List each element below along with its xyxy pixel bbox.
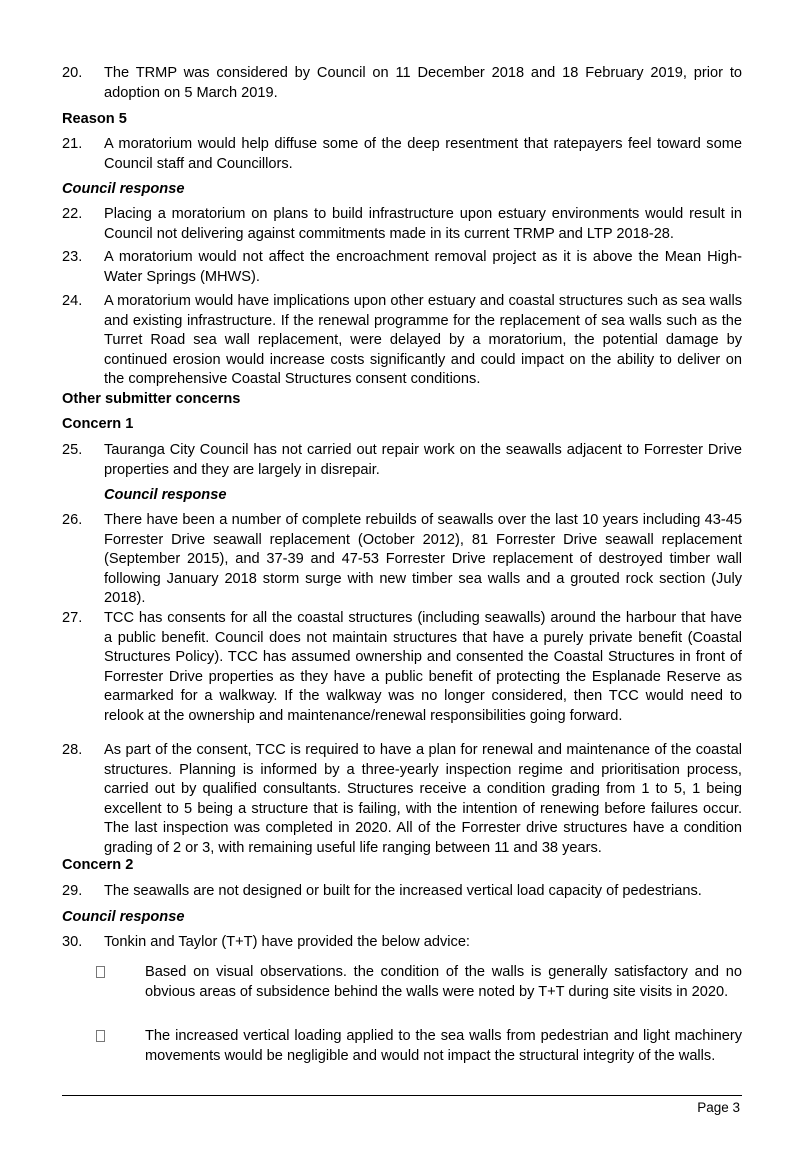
paragraph-number: 23. (62, 249, 83, 265)
heading-council-response: Council response (104, 487, 227, 503)
paragraph-number: 27. (62, 610, 83, 626)
page-number: Page 3 (697, 1100, 740, 1115)
paragraph-20 (62, 64, 742, 103)
paragraph-text: TCC has consents for all the coastal structures (including seawalls) around the harbour that have a public benefit. Council does not maintain structures that have a purely private benefit (Coastal Structures Policy). TCC has assumed ownership and consented the Coastal Structures in front of Forrester Drive properties as they have a public benefit of protecting the Esplanade Reserve as earmarked for a walkway. If the walkway was no longer considered, then TCC would need to relook at the ownership and maintenance/renewal responsibilities going forward. (104, 610, 742, 724)
heading-concern-2: Concern 2 (62, 857, 134, 873)
bullet-box-icon (96, 1030, 105, 1042)
bullet-text: The increased vertical loading applied to the sea walls from pedestrian and light machinery movements would be negligible and would not impact the structural integrity of the walls. (145, 1028, 742, 1064)
paragraph-24 (62, 292, 742, 390)
paragraph-27 (62, 609, 742, 726)
paragraph-30 (62, 933, 742, 953)
paragraph-number: 25. (62, 442, 83, 458)
paragraph-number: 26. (62, 512, 83, 528)
paragraph-text: A moratorium would not affect the encroachment removal project as it is above the Mean High-Water Springs (MHWS). (104, 249, 742, 285)
bullet-text: Based on visual observations. the condition of the walls is generally satisfactory and no obvious areas of subsidence behind the walls were noted by T+T during site visits in 2020. (145, 964, 742, 1000)
heading-council-response: Council response (62, 181, 185, 197)
paragraph-text: There have been a number of complete rebuilds of seawalls over the last 10 years including 43-45 Forrester Drive seawall replacement (October 2012), 81 Forrester Drive seawall replacement (September 2015), and 37-39 and 47-53 Forrester Drive replacement of destroyed timber wall following January 2018 storm surge with new timber sea walls and a grouted rock section (July 2018). (104, 512, 742, 606)
paragraph-text: A moratorium would help diffuse some of the deep resentment that ratepayers feel toward some Council staff and Councillors. (104, 136, 742, 172)
paragraph-text: A moratorium would have implications upon other estuary and coastal structures such as sea walls and existing infrastructure. If the renewal programme for the replacement of sea walls such as the Turret Road sea wall replacement, were delayed by a moratorium, the potential damage by continued erosion would increase costs significantly and could impact on the ability to deliver on the comprehensive Coastal Structures consent conditions. (104, 293, 742, 387)
heading-council-response: Council response (62, 909, 185, 925)
heading-reason-5: Reason 5 (62, 111, 127, 127)
heading-concern-1: Concern 1 (62, 416, 134, 432)
paragraph-text: Tauranga City Council has not carried out repair work on the seawalls adjacent to Forrester Drive properties and they are largely in disrepair. (104, 442, 742, 478)
paragraph-number: 30. (62, 934, 83, 950)
paragraph-text: The TRMP was considered by Council on 11 December 2018 and 18 February 2019, prior to adoption on 5 March 2019. (104, 65, 742, 101)
paragraph-22 (62, 205, 742, 244)
paragraph-text: The seawalls are not designed or built for the increased vertical load capacity of pedestrians. (104, 883, 702, 899)
paragraph-29 (62, 882, 742, 902)
paragraph-number: 24. (62, 293, 83, 309)
paragraph-25 (62, 441, 742, 480)
paragraph-21 (62, 135, 742, 174)
bullet-box-icon (96, 966, 105, 978)
paragraph-text: Tonkin and Taylor (T+T) have provided the below advice: (104, 934, 470, 950)
paragraph-23 (62, 248, 742, 287)
bullet-item (62, 963, 742, 1002)
paragraph-number: 28. (62, 742, 83, 758)
paragraph-number: 22. (62, 206, 83, 222)
paragraph-text: As part of the consent, TCC is required to have a plan for renewal and maintenance of the coastal structures. Planning is informed by a three-yearly inspection regime and prioritisation process, carried out by qualified consultants. Structures receive a condition grading from 1 to 5, 1 being excellent to 5 being a structure that is failing, with the intention of renewing before failures occur. The last inspection was completed in 2020. All of the Forrester drive structures have a condition grading of 2 or 3, with remaining useful life ranging between 11 and 38 years. (104, 742, 742, 856)
paragraph-28 (62, 741, 742, 858)
paragraph-26 (62, 511, 742, 609)
heading-other-submitter-concerns: Other submitter concerns (62, 391, 241, 407)
paragraph-text: Placing a moratorium on plans to build infrastructure upon estuary environments would result in Council not delivering against commitments made in its current TRMP and LTP 2018-28. (104, 206, 742, 242)
paragraph-number: 21. (62, 136, 83, 152)
bullet-item (62, 1027, 742, 1066)
paragraph-number: 29. (62, 883, 83, 899)
paragraph-number: 20. (62, 65, 83, 81)
footer-divider (62, 1095, 742, 1096)
